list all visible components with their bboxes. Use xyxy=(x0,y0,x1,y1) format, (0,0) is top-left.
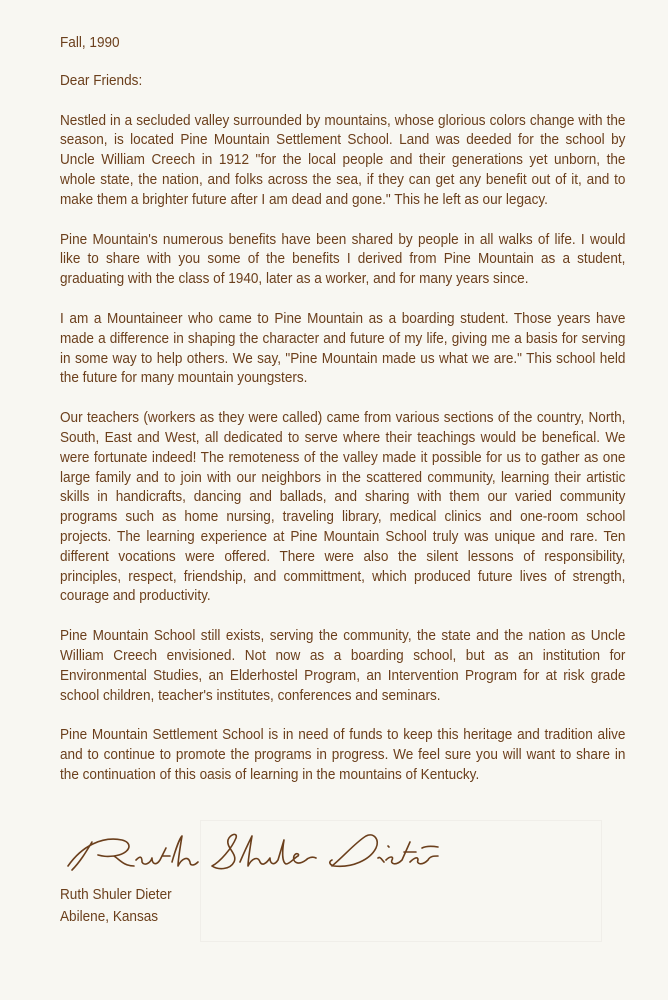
paragraph-4: Our teachers (workers as they were called) came from various sections of the country, North, South, East and West, all dedicated to serve where their teachings would be benefical. We were fortunate indeed! The remoteness of the valley made it possible for us to gather as one large family and to join with our neighbors in the scattered community, learning their artistic skills in handicrafts, dancing and ballads, and sharing with them our varied community programs such as home nursing, traveling library, medical clinics and one-room school projects. The learning experience at Pine Mountain School truly was unique and rare. Ten different vocations were offered. There were also the silent lessons of responsibility, principles, respect, friendship, and committment, which produced future lives of strength, courage and productivity. xyxy=(60,410,626,605)
letter-date: Fall, 1990 xyxy=(60,35,120,51)
paragraph-5: Pine Mountain School still exists, serving the community, the state and the nation as Uncle William Creech envisioned. Not now as a boarding school, but as an institution for Environmental Studies, an Elderhostel Program, an Intervention Program for at risk grade school children, teacher's institutes, conferences and seminars. xyxy=(60,628,626,704)
signer-name: Ruth Shuler Dieter xyxy=(60,887,172,903)
salutation: Dear Friends: xyxy=(60,72,143,89)
paragraph-6: Pine Mountain Settlement School is in need of funds to keep this heritage and tradition alive and to continue to promote the programs in progress. We feel sure you will want to share in the continuation of this oasis of learning in the mountains of Kentucky. xyxy=(60,727,626,783)
paragraph-1: Nestled in a secluded valley surrounded by mountains, whose glorious colors change with the season, is located Pine Mountain Settlement School. Land was deeded for the school by Uncle William Creech in 1912 "for the local people and their generations yet unborn, the whole state, the nation, and folks across the sea, if they can get any benefit out of it, and to make them a brighter future after I am dead and gone." This he left as our legacy. xyxy=(60,112,626,208)
letter-body xyxy=(60,30,625,786)
paragraph-2: Pine Mountain's numerous benefits have been shared by people in all walks of life. I would like to share with you some of the benefits I derived from Pine Mountain as a student, graduating with the class of 1940, later as a worker, and for many years since. xyxy=(60,231,626,288)
signer-location: Abilene, Kansas xyxy=(60,909,159,925)
paragraph-3: I am a Mountaineer who came to Pine Mountain as a boarding student. Those years have made a difference in shaping the character and future of my life, giving me a basis for serving in some way to help others. We say, "Pine Mountain made us what we are." This school held the future for many mountain youngsters. xyxy=(60,310,626,387)
handwritten-signature xyxy=(62,826,442,876)
